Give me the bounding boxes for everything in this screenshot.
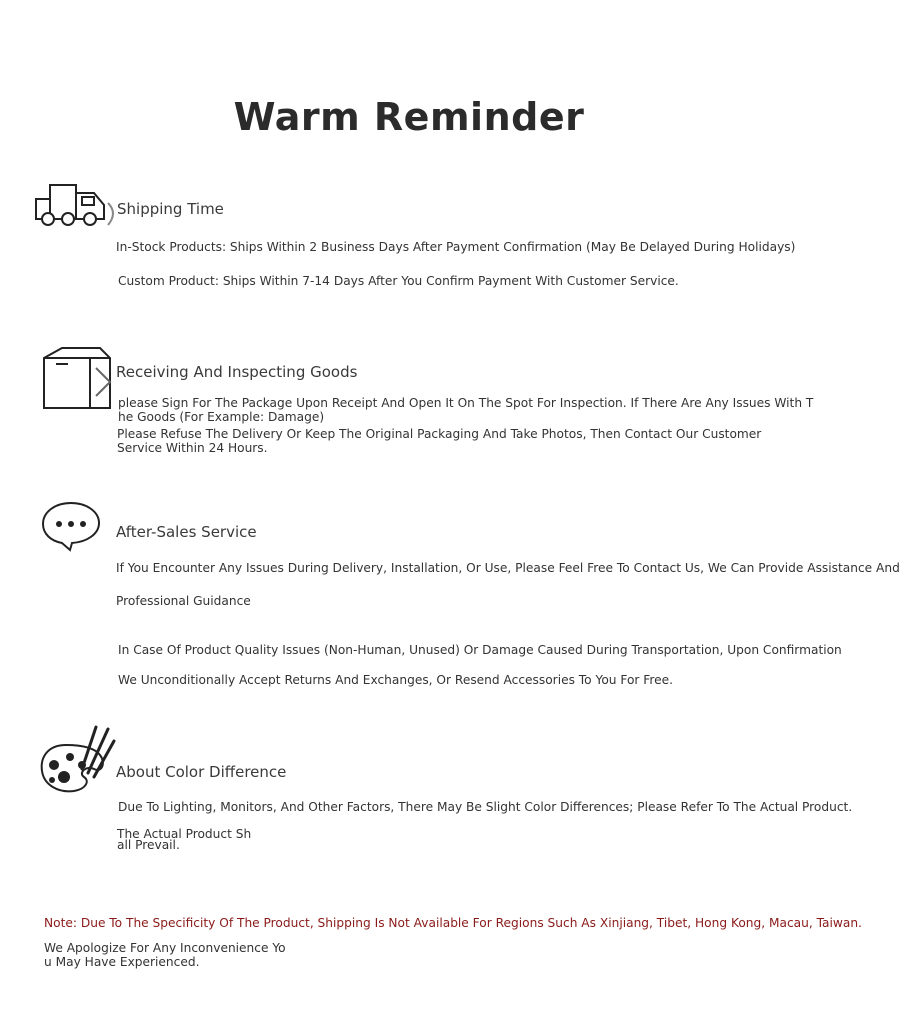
color-line-1: Due To Lighting, Monitors, And Other Factors, There May Be Slight Color Differences; Please Refer To The Actual Product.: [118, 800, 853, 814]
paint-palette-icon: [38, 725, 118, 795]
after-sales-line-3: In Case Of Product Quality Issues (Non-Human, Unused) Or Damage Caused During Transportation, Upon Confirmation: [118, 643, 842, 657]
after-sales-line-4: We Unconditionally Accept Returns And Exchanges, Or Resend Accessories To You For Free.: [118, 673, 674, 687]
box-icon: [40, 346, 114, 412]
section-heading-after-sales: After-Sales Service: [116, 523, 257, 541]
receiving-line-1: please Sign For The Package Upon Receipt And Open It On The Spot For Inspection. If There Are Any Issues With T: [118, 396, 814, 410]
truck-icon: [34, 183, 126, 229]
shipping-line-1: In-Stock Products: Ships Within 2 Business Days After Payment Confirmation (May Be Delayed During Holidays): [116, 240, 796, 254]
section-heading-color-difference: About Color Difference: [116, 763, 287, 781]
receiving-line-2: he Goods (For Example: Damage): [118, 410, 325, 424]
shipping-line-2: Custom Product: Ships Within 7-14 Days After You Confirm Payment With Customer Service.: [118, 274, 679, 288]
section-heading-shipping-time: Shipping Time: [117, 200, 224, 218]
color-line-3: all Prevail.: [117, 838, 180, 852]
page-title: Warm Reminder: [233, 95, 585, 139]
shipping-restriction-note: Note: Due To The Specificity Of The Product, Shipping Is Not Available For Regions Such As Xinjiang, Tibet, Hong Kong, Macau, Taiwan.: [44, 916, 862, 930]
receiving-line-3: Please Refuse The Delivery Or Keep The Original Packaging And Take Photos, Then Contact Our Customer: [117, 427, 762, 441]
receiving-line-4: Service Within 24 Hours.: [117, 441, 268, 455]
color-line-2: The Actual Product Sh: [117, 827, 252, 841]
apology-line-1: We Apologize For Any Inconvenience Yo: [44, 941, 286, 955]
after-sales-line-2: Professional Guidance: [116, 594, 251, 608]
speech-bubble-icon: [40, 500, 102, 552]
apology-line-2: u May Have Experienced.: [44, 955, 200, 969]
after-sales-line-1: If You Encounter Any Issues During Delivery, Installation, Or Use, Please Feel Free To Contact Us, We Can Provide Assistance And: [116, 561, 900, 575]
section-heading-receiving: Receiving And Inspecting Goods: [116, 363, 358, 381]
